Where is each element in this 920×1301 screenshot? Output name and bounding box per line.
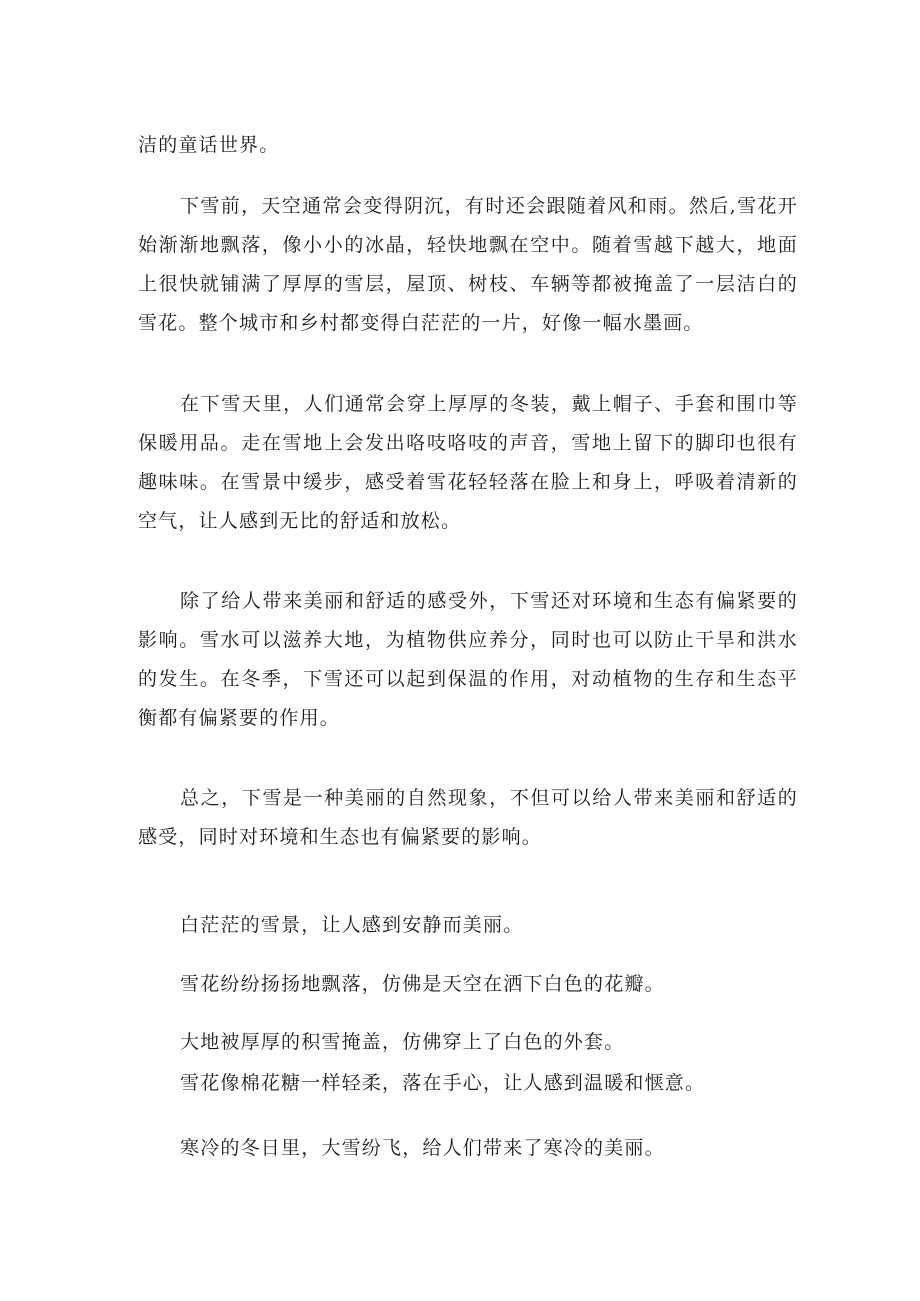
- sentence-line: 雪花纷纷扬扬地飘落，仿佛是天空在洒下白色的花瓣。: [180, 973, 665, 995]
- paragraph-snow-day: 在下雪天里，人们通常会穿上厚厚的冬装，戴上帽子、手套和围巾等保暖用品。走在雪地上会发出咯吱咯吱的声音，雪地上留下的脚印也很有趣味味。在雪景中缓步，感受着雪花轻轻落在脸上和身上，呼吸着清新的空气，让人感到无比的舒适和放松。: [138, 393, 798, 532]
- paragraph-before-snow: 下雪前，天空通常会变得阴沉，有时还会跟随着风和雨。然后,雪花开始渐渐地飘落，像小小的冰晶，轻快地飘在空中。随着雪越下越大，地面上很快就铺满了厚厚的雪层，屋顶、树枝、车辆等都被掩盖了一层洁白的雪花。整个城市和乡村都变得白茫茫的一片，好像一幅水墨画。: [138, 195, 798, 334]
- sentence-line: 大地被厚厚的积雪掩盖，仿佛穿上了白色的外套。: [180, 1031, 625, 1053]
- paragraph-continuation: 洁的童话世界。: [138, 134, 280, 156]
- sentence-line: 寒冷的冬日里，大雪纷飞，给人们带来了寒冷的美丽。: [180, 1137, 665, 1159]
- sentence-line: 雪花像棉花糖一样轻柔，落在手心，让人感到温暖和惬意。: [180, 1072, 706, 1094]
- sentence-line: 白茫茫的雪景，让人感到安静而美丽。: [180, 914, 524, 936]
- paragraph-environment: 除了给人带来美丽和舒适的感受外，下雪还对环境和生态有偏紧要的影响。雪水可以滋养大地，为植物供应养分，同时也可以防止干旱和洪水的发生。在冬季，下雪还可以起到保温的作用，对动植物的生存和生态平衡都有偏紧要的作用。: [138, 590, 798, 729]
- paragraph-summary: 总之，下雪是一种美丽的自然现象，不但可以给人带来美丽和舒适的感受，同时对环境和生态也有偏紧要的影响。: [138, 787, 798, 848]
